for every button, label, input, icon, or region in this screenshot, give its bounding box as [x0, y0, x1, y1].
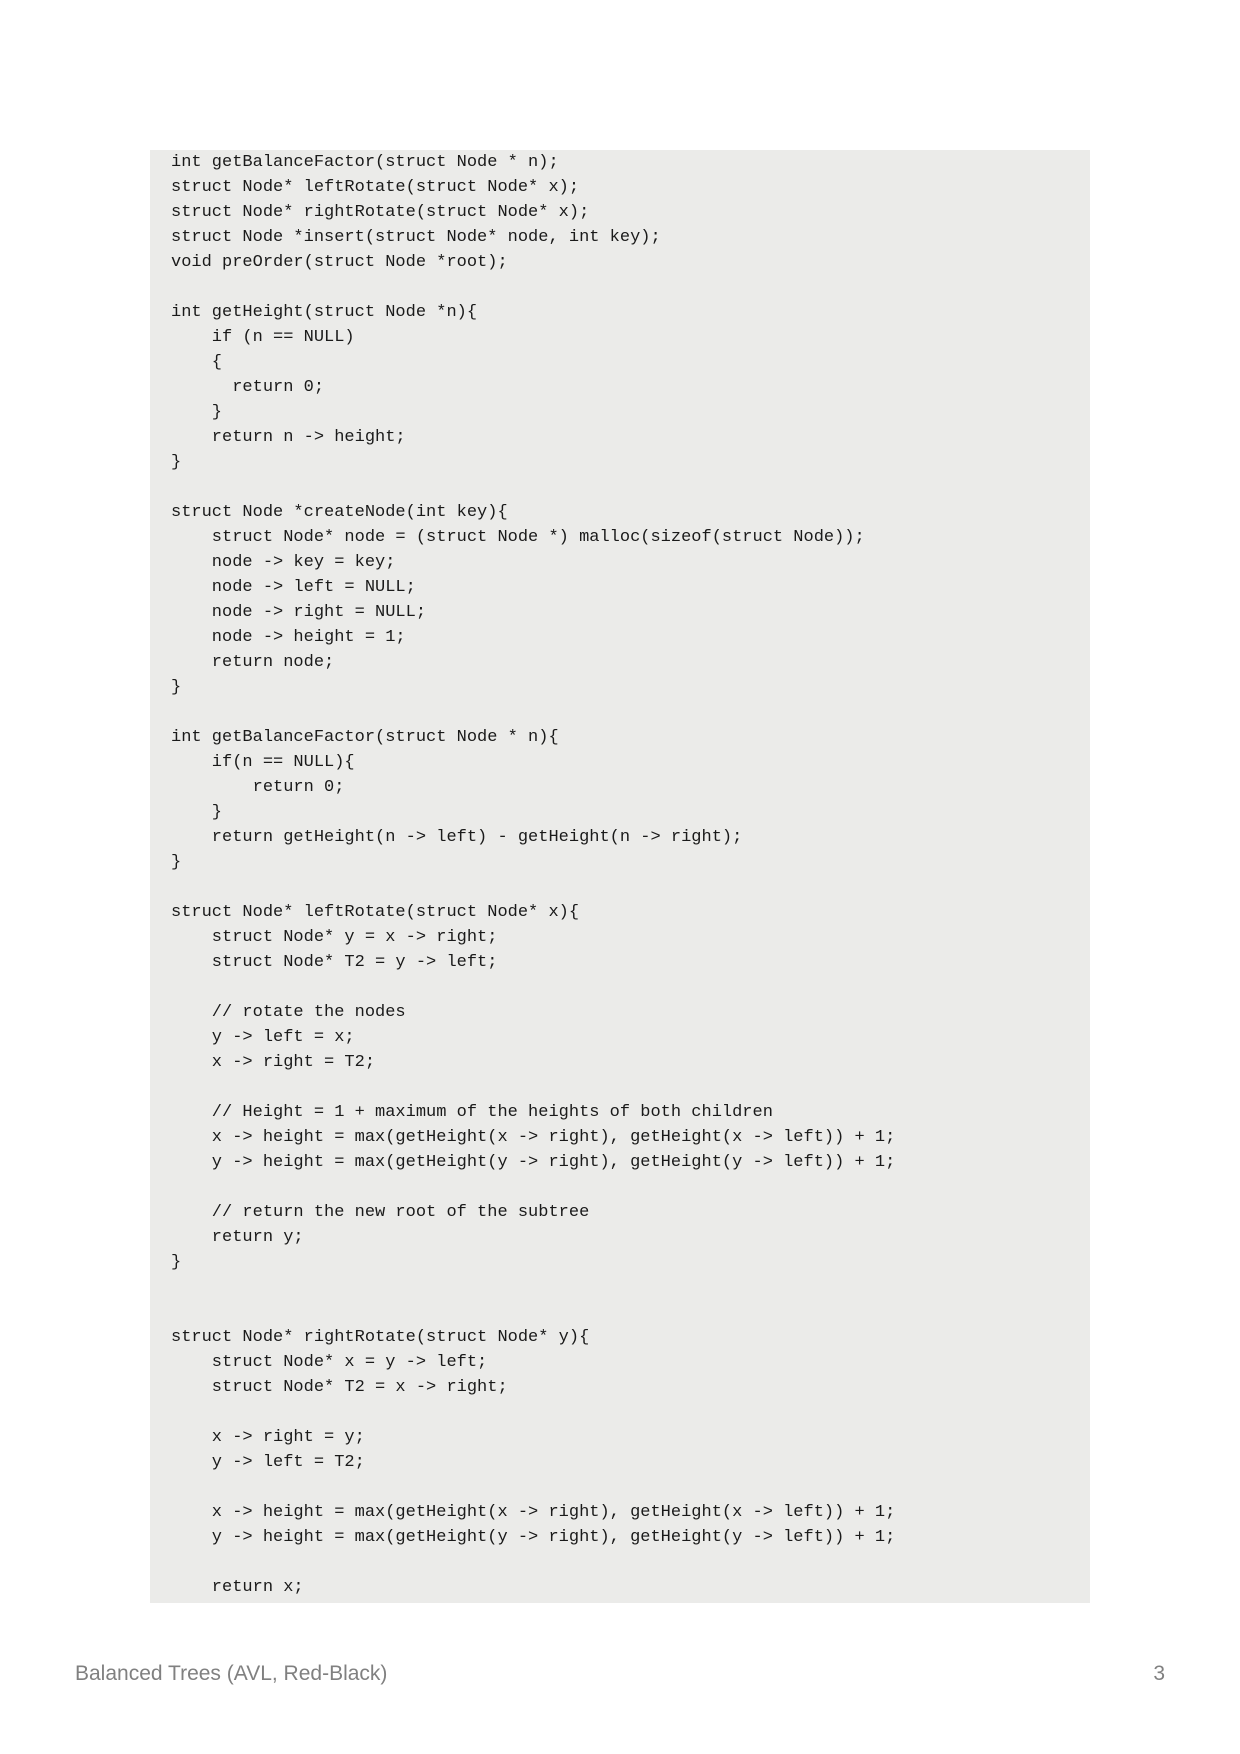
code-line	[171, 275, 1090, 300]
code-line: return 0;	[171, 778, 345, 797]
code-line	[171, 700, 1090, 725]
code-line: x -> right = y;	[171, 1428, 365, 1447]
code-line	[171, 1475, 1090, 1500]
code-line: }	[171, 853, 182, 872]
code-line: struct Node* x = y -> left;	[171, 1353, 488, 1372]
code-line: node -> height = 1;	[171, 628, 406, 647]
code-line: y -> left = T2;	[171, 1453, 365, 1472]
code-line: y -> height = max(getHeight(y -> right), getHeight(y -> left)) + 1;	[171, 1153, 896, 1172]
code-line: // rotate the nodes	[171, 1003, 406, 1022]
code-line: return n -> height;	[171, 428, 406, 447]
code-line	[171, 1275, 1090, 1300]
code-block	[150, 150, 1090, 1603]
code-line: node -> left = NULL;	[171, 578, 416, 597]
code-line	[171, 1300, 1090, 1325]
code-line: void preOrder(struct Node *root);	[171, 253, 508, 272]
code-line: // Height = 1 + maximum of the heights of both children	[171, 1103, 773, 1122]
code-line: node -> key = key;	[171, 553, 396, 572]
code-line	[171, 475, 1090, 500]
code-line: x -> right = T2;	[171, 1053, 376, 1072]
code-line: struct Node* node = (struct Node *) malloc(sizeof(struct Node));	[171, 528, 865, 547]
footer-title: Balanced Trees (AVL, Red-Black)	[75, 1662, 388, 1685]
code-line: int getBalanceFactor(struct Node * n){	[171, 728, 559, 747]
code-line: x -> height = max(getHeight(x -> right), getHeight(x -> left)) + 1;	[171, 1503, 896, 1522]
code-line: // return the new root of the subtree	[171, 1203, 590, 1222]
code-line: struct Node *insert(struct Node* node, int key);	[171, 228, 661, 247]
code-line: return x;	[171, 1578, 304, 1597]
code-line: int getHeight(struct Node *n){	[171, 303, 478, 322]
code-line	[171, 1550, 1090, 1575]
code-line: return 0;	[171, 378, 325, 397]
code-line	[171, 975, 1090, 1000]
code-line: struct Node* y = x -> right;	[171, 928, 498, 947]
code-line: int getBalanceFactor(struct Node * n);	[171, 153, 559, 172]
code-line: node -> right = NULL;	[171, 603, 427, 622]
code-line: }	[171, 803, 223, 822]
code-line: struct Node* leftRotate(struct Node* x);	[171, 178, 580, 197]
code-line: return node;	[171, 653, 335, 672]
page-number: 3	[1153, 1662, 1165, 1685]
code-line: struct Node* leftRotate(struct Node* x){	[171, 903, 580, 922]
code-line: }	[171, 403, 223, 422]
code-line: if(n == NULL){	[171, 753, 355, 772]
code-line	[171, 875, 1090, 900]
code-line	[171, 1400, 1090, 1425]
code-line: if (n == NULL)	[171, 328, 355, 347]
code-line: {	[171, 353, 223, 372]
code-line: }	[171, 678, 182, 697]
code-line: y -> height = max(getHeight(y -> right), getHeight(y -> left)) + 1;	[171, 1528, 896, 1547]
code-line: y -> left = x;	[171, 1028, 355, 1047]
code-line: }	[171, 1253, 182, 1272]
code-line: struct Node* T2 = x -> right;	[171, 1378, 508, 1397]
code-line: return y;	[171, 1228, 304, 1247]
code-line: struct Node *createNode(int key){	[171, 503, 508, 522]
code-line: return getHeight(n -> left) - getHeight(n -> right);	[171, 828, 743, 847]
code-line: struct Node* rightRotate(struct Node* y){	[171, 1328, 590, 1347]
code-line: x -> height = max(getHeight(x -> right), getHeight(x -> left)) + 1;	[171, 1128, 896, 1147]
code-line	[171, 1175, 1090, 1200]
code-line: struct Node* rightRotate(struct Node* x);	[171, 203, 590, 222]
code-line: }	[171, 453, 182, 472]
code-line	[171, 1075, 1090, 1100]
code-line: struct Node* T2 = y -> left;	[171, 953, 498, 972]
